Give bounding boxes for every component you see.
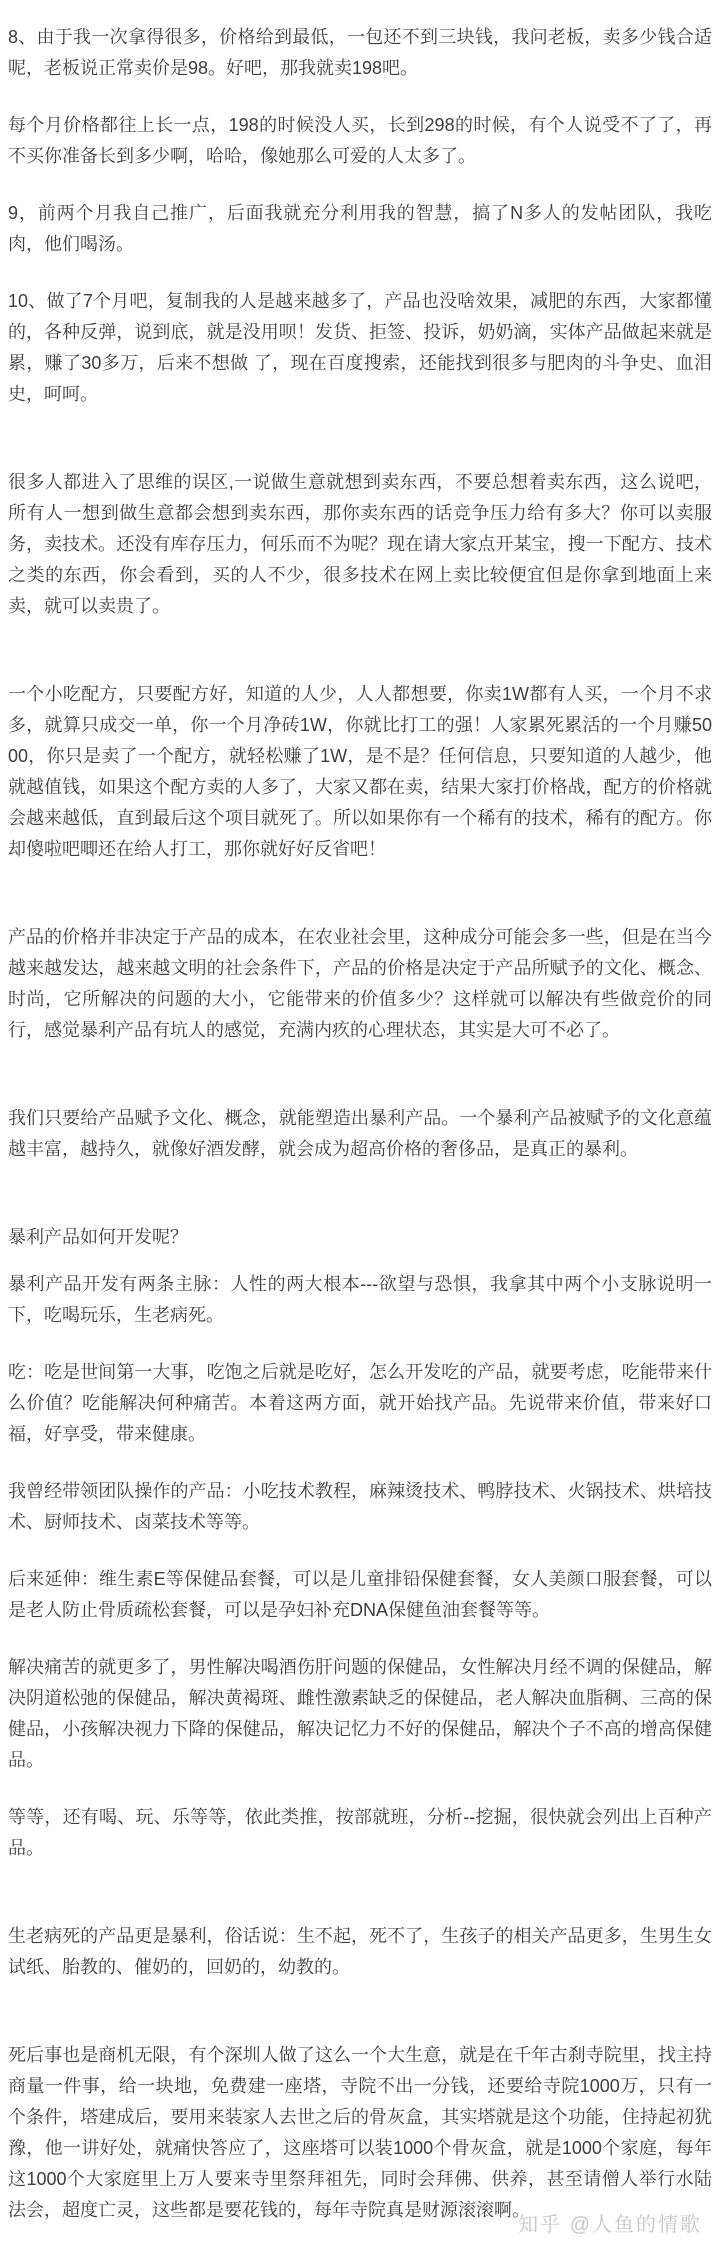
paragraph-two-main-veins: 暴利产品开发有两条主脉：人性的两大根本---欲望与恐惧，我拿其中两个小支脉说明一下，吃喝玩乐，生老病死。 [8,1274,712,1325]
paragraph-8-pricing: 8、由于我一次拿得很多，价格给到最低，一包还不到三块钱，我问老板，卖多少钱合适呢，老板说正常卖价是98。好吧，那我就卖198吧。 [8,27,712,78]
paragraph-afterlife-biz: 死后事也是商机无限，有个深圳人做了这么一个大生意，就是在千年古刹寺院里，找主持商量一件事，给一块地，免费建一座塔，寺院不出一分钱，还要给寺院1000万，只有一个条件，塔建成后，要用来装家人去世之后的骨灰盒，其实塔就是这个功能，住持起初犹豫，他一讲好处，就痛快答应了，这座塔可以装1000个骨灰盒，就是1000个家庭，每年这1000个大家庭里上万人要来寺里祭拜祖先，同时会拜佛、供养，甚至请僧人举行水陆法会，超度亡灵，这些都是要花钱的，每年寺院真是财源滚滚啊。 [8,2045,712,2220]
paragraph-extension: 后来延伸：维生素E等保健品套餐，可以是儿童排铅保健套餐，女人美颜口服套餐，可以是老人防止骨质疏松套餐，可以是孕妇补充DNA保健鱼油套餐等等。 [8,1569,712,1620]
paragraph-etc-analysis: 等等，还有喝、玩、乐等等，依此类推，按部就班，分析--挖掘，很快就会列出上百种产品。 [8,1807,712,1858]
paragraph-pain-solving: 解决痛苦的就更多了，男性解决喝酒伤肝问题的保健品，女性解决月经不调的保健品，解决阴道松弛的保健品，解决黄褐斑、雌性激素缺乏的保健品，老人解决血脂稠、三高的保健品，小孩解决视力下降的保健品，解决记忆力不好的保健品，解决个子不高的增高保健品。 [8,1657,712,1770]
paragraph-mindset-trap: 很多人都进入了思维的误区,一说做生意就想到卖东西，不要总想着卖东西，这么说吧，所有人一想到做生意都会想到卖东西，那你卖东西的话竞争压力给有多大？你可以卖服务，卖技术。还没有库存压力，何乐而不为呢？现在请大家点开某宝，搜一下配方、技术之类的东西，你会看到，买的人不少，很多技术在网上卖比较便宜但是你拿到地面上来卖，就可以卖贵了。 [8,472,712,616]
zhihu-watermark: 知乎 @人鱼的情歌 [518,2214,702,2236]
paragraph-snack-recipe: 一个小吃配方，只要配方好，知道的人少，人人都想要，你卖1W都有人买，一个月不求多，就算只成交一单，你一个月净砖1W，你就比打工的强！人家累死累活的一个月赚5000，你只是卖了一个配方，就轻松赚了1W，是不是？任何信息，只要知道的人越少，他就越值钱，如果这个配方卖的人多了，大家又都在卖，结果大家打价格战，配方的价格就会越来越低，直到最后这个项目就死了。所以如果你有一个稀有的技术，稀有的配方。你却傻啦吧唧还在给人打工，那你就好好反省吧！ [8,684,712,859]
paragraph-eating: 吃：吃是世间第一大事，吃饱之后就是吃好，怎么开发吃的产品，就要考虑，吃能带来什么价值？吃能解决何种痛苦。本着这两方面，就开始找产品。先说带来价值，带来好口福，好享受，带来健康。 [8,1362,712,1444]
paragraph-10-seven-months: 10、做了7个月吧，复制我的人是越来越多了，产品也没啥效果，减肥的东西，大家都懂的，各种反弹，说到底，就是没用呗！发货、拒签、投诉，奶奶滴，实体产品做起来就是累，赚了30多万，后来不想做 了，现在百度搜索，还能找到很多与肥肉的斗争史、血泪史，呵呵。 [8,291,712,404]
paragraph-culture-concept: 我们只要给产品赋予文化、概念，就能塑造出暴利产品。一个暴利产品被赋予的文化意蕴越丰富，越持久，就像好酒发酵，就会成为超高价格的奢侈品，是真正的暴利。 [8,1108,712,1159]
paragraph-price-vs-cost: 产品的价格并非决定于产品的成本，在农业社会里，这种成分可能会多一些，但是在当今越来越发达，越来越文明的社会条件下，产品的价格是决定于产品所赋予的文化、概念、时尚，它所解决的问题的大小，它能带来的价值多少？这样就可以解决有些做竞价的同行，感觉暴利产品有坑人的感觉，充满内疚的心理状态，其实是大可不必了。 [8,927,712,1040]
paragraph-life-death: 生老病死的产品更是暴利，俗话说：生不起，死不了，生孩子的相关产品更多，生男生女试纸、胎教的、催奶的，回奶的，幼教的。 [8,1926,712,1977]
paragraph-how-to-develop: 暴利产品如何开发呢？ [8,1227,188,1247]
paragraph-price-raising: 每个月价格都往上长一点，198的时候没人买，长到298的时候，有个人说受不了了，再不买你准备长到多少啊，哈哈，像她那么可爱的人太多了。 [8,115,712,166]
paragraph-9-promotion: 9，前两个月我自己推广，后面我就充分利用我的智慧，搞了N多人的发帖团队，我吃肉，他们喝汤。 [8,203,712,254]
paragraph-team-products: 我曾经带领团队操作的产品：小吃技术教程，麻辣烫技术、鸭脖技术、火锅技术、烘培技术、厨师技术、卤菜技术等等。 [8,1481,712,1532]
